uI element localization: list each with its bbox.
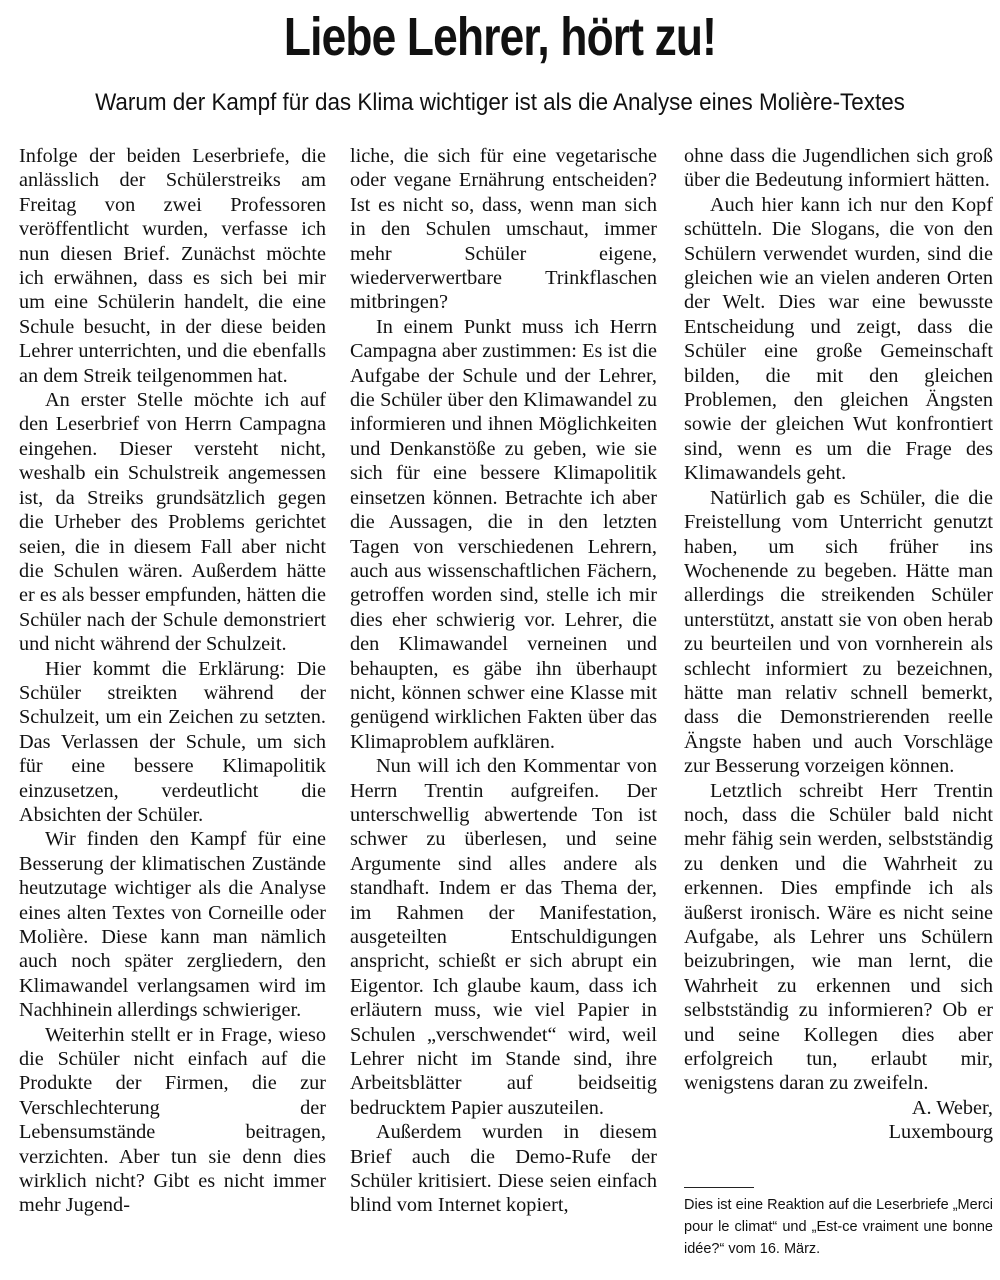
- paragraph: ohne dass die Jugendlichen sich groß über die Bedeutung informiert hätten.: [684, 145, 993, 192]
- paragraph: liche, die sich für eine vegetarische oder vegane Ernährung entscheiden? Ist es nicht so, dass, wenn man sich in den Schulen umschaut, immer mehr Schüler eigene, wiederverwertbare Trinkflaschen mitbringen?: [350, 145, 657, 314]
- footnote: Dies ist eine Reaktion auf die Leserbriefe „Merci pour le climat“ und „Est-ce vraiment une bonne idée?“ vom 16. März.: [684, 1197, 993, 1257]
- subheadline: Warum der Kampf für das Klima wichtiger ist als die Analyse eines Molière-Textes: [95, 89, 905, 116]
- paragraph: Nun will ich den Kommentar von Herrn Trentin aufgreifen. Der unterschwellig abwertende Ton ist schwer zu überlesen, und seine Argumente sind alles andere als standhaft. Indem er das Thema der, im Rahmen der Manifestation, ausgeteilten Entschuldigungen anspricht, schießt er sich abrupt ein Eigentor. Ich glaube kaum, dass ich erläutern muss, wie viel Papier in Schulen „verschwendet“ wird, weil Lehrer nicht im Stande sind, ihre Arbeitsblätter auf beidseitig bedrucktem Papier auszuteilen.: [350, 755, 657, 1119]
- paragraph: Letztlich schreibt Herr Trentin noch, dass die Schüler bald nicht mehr fähig sein werden, selbstständig zu denken und die Wahrheit zu erkennen. Dies empfinde ich als äußerst ironisch. Wäre es nicht seine Aufgabe, als Lehrer uns Schülern beizubringen, wie man lernt, die Wahrheit zu erkennen und sich selbstständig zu informieren? Ob er und seine Kollegen dies aber erfolgreich tun, erlaubt mir, wenigstens daran zu zweifeln.: [684, 779, 993, 1095]
- paragraph: Natürlich gab es Schüler, die die Freistellung vom Unterricht genutzt haben, um sich früher ins Wochenende zu begeben. Hätte man allerdings die streikenden Schüler unterstützt, anstatt sie von oben herab zu beurteilen und von vornherein als schlecht informiert zu bezeichnen, hätte man relativ schnell bemerkt, dass die Demonstrierenden reelle Ängste haben und auch Vorschläge zur Besserung vorzeigen können.: [684, 486, 993, 778]
- paragraph: Wir finden den Kampf für eine Besserung der klimatischen Zustände heutzutage wichtiger als die Analyse eines alten Textes von Corneille oder Molière. Diese kann man nämlich auch noch später zergliedern, den Klimawandel verlangsamen wird im Nachhinein allerdings schwieriger.: [19, 828, 326, 1022]
- paragraph: An erster Stelle möchte ich auf den Leserbrief von Herrn Campagna eingehen. Dieser versteht nicht, weshalb ein Schulstreik angemessen ist, da Streiks grundsätzlich gegen die Urheber des Problems gerichtet seien, die in diesem Fall aber nicht die Schulen wären. Außerdem hätte er es als besser empfunden, hätten die Schüler nach der Schule demonstriert und nicht während der Schulzeit.: [19, 389, 326, 656]
- article-column-2: [350, 144, 657, 1218]
- article-column-1: [19, 144, 326, 1218]
- article-column-3: [684, 144, 993, 1145]
- paragraph: Hier kommt die Erklärung: Die Schüler streikten während der Schulzeit, um ein Zeichen zu setzten. Das Verlassen der Schule, um sich für eine bessere Klimapolitik einzusetzen, verdeutlicht die Absichten der Schüler.: [19, 657, 326, 826]
- paragraph: In einem Punkt muss ich Herrn Campagna aber zustimmen: Es ist die Aufgabe der Schule und der Lehrer, die Schüler über den Klimawandel zu informieren und ihnen Möglichkeiten und Denkanstöße zu geben, wie sie sich für eine bessere Klimapolitik einsetzen können. Betrachte ich aber die Aussagen, die in den letzten Tagen von verschiedenen Lehrern, auch aus wissenschaftlichen Fächern, getroffen worden sind, stelle ich mir dies eher schwierig vor. Lehrer, die den Klimawandel verneinen und behaupten, es gäbe ihn überhaupt nicht, können schwer eine Klasse mit genügend wirklichen Fakten über das Klimaproblem aufklären.: [350, 315, 657, 753]
- author-location: Luxembourg: [888, 1121, 993, 1144]
- paragraph: Weiterhin stellt er in Frage, wieso die Schüler nicht einfach auf die Produkte der Firmen, die zur Verschlechterung der Lebensumstände beitragen, verzichten. Aber tun sie denn dies wirklich nicht? Gibt es nicht immer mehr Jugend-: [19, 1023, 326, 1217]
- paragraph: Außerdem wurden in diesem Brief auch die Demo-Rufe der Schüler kritisiert. Diese seien einfach blind vom Internet kopiert,: [350, 1121, 657, 1217]
- paragraph: Infolge der beiden Leserbriefe, die anlässlich der Schülerstreiks am Freitag von zwei Professoren veröffentlicht wurden, verfasse ich nun diesen Brief. Zunächst möchte ich erwähnen, dass es sich bei mir um eine Schülerin handelt, die eine Schule besucht, in der diese beiden Lehrer unterrichten, und die ebenfalls an dem Streik teilgenommen hat.: [19, 145, 326, 387]
- headline: Liebe Lehrer, hört zu!: [283, 7, 717, 67]
- author-name: A. Weber,: [911, 1096, 993, 1119]
- paragraph: Auch hier kann ich nur den Kopf schütteln. Die Slogans, die von den Schülern verwendet wurden, sind die gleichen wie an vielen anderen Orten der Welt. Dies war eine bewusste Entscheidung und zeigt, dass die Schüler eine große Gemeinschaft bilden, die mit den gleichen Problemen, den gleichen Ängsten sowie der gleichen Wut konfrontiert sind, wenn es um die Frage des Klimawandels geht.: [684, 193, 993, 485]
- footnote-divider: [684, 1187, 754, 1188]
